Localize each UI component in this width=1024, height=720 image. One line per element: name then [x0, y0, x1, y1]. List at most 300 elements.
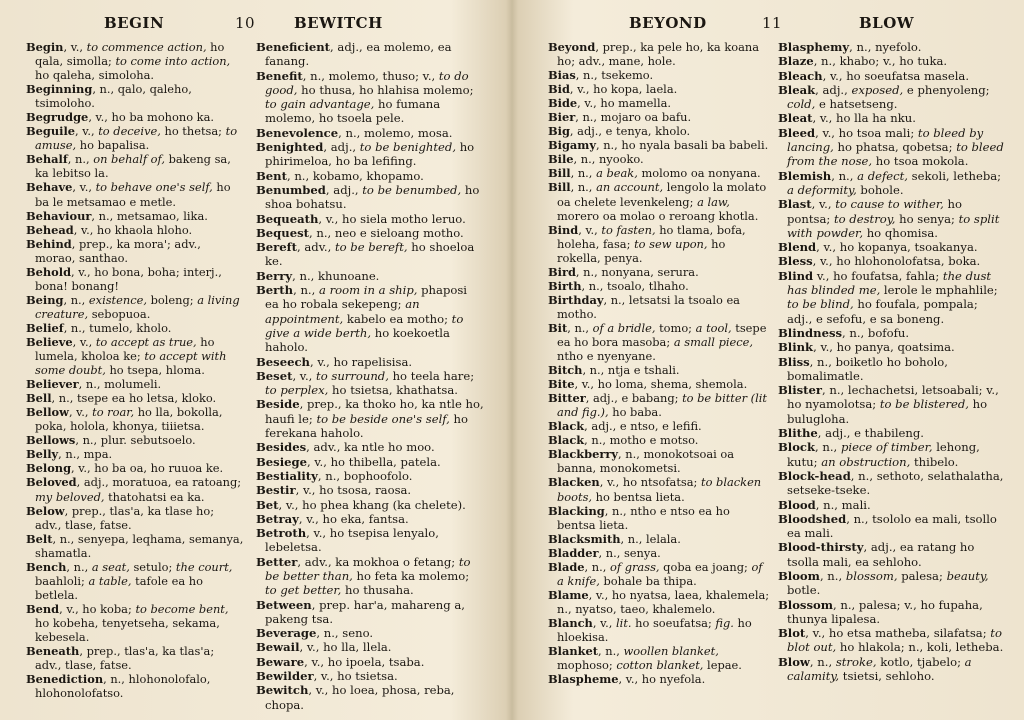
definition-text: sekoli, letheba; — [908, 168, 1002, 183]
definition-text: , v., — [72, 334, 96, 349]
definition-text: , n., plur. sebutsoelo. — [75, 433, 196, 448]
dictionary-entry — [548, 447, 770, 475]
dictionary-entry — [26, 124, 244, 152]
definition-text: bakeng sa, ka lebitso la. — [35, 152, 231, 181]
definition-text: , adv., ka ntle ho moo. — [306, 440, 435, 455]
dictionary-entry — [26, 532, 244, 560]
gloss-italic: the dust has blinded me, — [787, 268, 992, 298]
definition-text: , n., khabo; v., ho tuka. — [813, 54, 948, 69]
gloss-italic: to perplex, — [265, 383, 329, 398]
dictionary-entry — [26, 265, 244, 293]
definition-text: , v., ho tsietsa. — [313, 669, 398, 684]
headword: Blow — [778, 654, 810, 669]
page-number: 11 — [762, 14, 783, 32]
definition-text: , n., — [598, 644, 624, 659]
definition-text: ho hlakola; n., koli, letheba. — [836, 640, 1004, 655]
dictionary-entry — [548, 279, 770, 293]
definition-text: , v., ho kopanya, tsoakanya. — [816, 240, 978, 255]
definition-text: ho phirimeloa, ho ba lefifing. — [265, 140, 475, 169]
dictionary-entry — [26, 405, 244, 433]
gloss-italic: to come into action, — [115, 54, 231, 69]
definition-text: , adj., — [323, 140, 360, 155]
headword: Beware — [256, 654, 305, 669]
headword: Beverage — [256, 626, 317, 641]
gloss-italic: existence, — [88, 292, 147, 307]
headword: Bend — [26, 601, 60, 616]
gloss-italic: beauty, — [946, 568, 989, 583]
headword: Block-head — [778, 468, 851, 483]
headword: Blanket — [548, 644, 599, 659]
dictionary-entry — [778, 54, 1004, 68]
dictionary-entry — [256, 126, 484, 140]
gloss-italic: cotton blanket, — [616, 658, 704, 673]
headword: Black — [548, 433, 585, 448]
definition-text: baahloli; — [35, 573, 89, 588]
dictionary-entry — [548, 321, 770, 363]
definition-text: , v., ho soeufatsa masela. — [822, 68, 970, 83]
dictionary-entry — [256, 655, 484, 669]
definition-text: ho foufala, pompala; adj., e sefofu, e sa boneng. — [787, 297, 978, 326]
definition-text: , adj., ea ratang ho tsolla mali, ea sehloho. — [787, 540, 975, 569]
dictionary-entry — [548, 223, 770, 265]
dictionary-entry — [778, 469, 1004, 498]
headword: Blood-thirsty — [778, 540, 864, 555]
dictionary-entry — [256, 283, 484, 354]
definition-text: , v., — [292, 368, 317, 383]
definition-text: , n., lelala. — [620, 531, 681, 546]
dictionary-entry — [778, 512, 1004, 541]
headword: Benefit — [256, 68, 303, 83]
dictionary-entry — [778, 540, 1004, 569]
definition-text: ho baba. — [608, 405, 662, 420]
headword: Bequeath — [256, 211, 319, 226]
gloss-italic: an account, — [596, 180, 664, 195]
definition-text: , n., senyepa, leqhama, semanya, shamatla. — [35, 531, 244, 560]
dictionary-entry — [548, 419, 770, 433]
definition-text: , prep., ka thoko ho, ka ntle ho, haufi le; — [265, 397, 484, 426]
headword: Bliss — [778, 354, 810, 369]
gloss-italic: to give a wide berth, — [265, 311, 464, 340]
headword: Begin — [26, 40, 64, 54]
gloss-italic: to amuse, — [35, 124, 238, 153]
dictionary-entry — [256, 226, 484, 240]
gloss-italic: to become bent, — [135, 601, 229, 616]
definition-text: , v., ho ba mohono ka. — [88, 110, 214, 125]
headword: Blossom — [778, 597, 833, 612]
dictionary-entry — [26, 644, 244, 672]
definition-text: ho feta ka molemo; — [352, 568, 470, 583]
definition-text: , prep. har'a, mahareng a, pakeng tsa. — [265, 597, 465, 626]
definition-text: , n., ntho e ntso ea ho bentsa lieta. — [557, 503, 730, 532]
definition-text: , v., — [68, 405, 93, 420]
gloss-italic: to be benumbed, — [362, 182, 462, 197]
definition-text: , n., motho e motso. — [584, 433, 699, 448]
dictionary-entry — [256, 369, 484, 398]
gloss-italic: on behalf of, — [93, 152, 165, 167]
gloss-italic: an appointment, — [265, 297, 420, 326]
definition-text: , n., boiketlo ho boholo, bomalimatle. — [787, 354, 948, 383]
definition-text: boleng; — [146, 292, 198, 307]
definition-text: , v., ho siela motho leruo. — [318, 211, 466, 226]
headword: Blasphemy — [778, 40, 850, 54]
gloss-italic: a small piece, — [673, 334, 753, 349]
gloss-italic: to accept as true, — [95, 334, 197, 349]
dictionary-entry — [778, 83, 1004, 112]
definition-text: , v., ho rapelisisa. — [309, 354, 413, 369]
definition-text: , v., ho koba; — [59, 601, 136, 616]
headword: Behold — [26, 264, 72, 279]
headword: Block — [778, 440, 816, 455]
headword: Benighted — [256, 140, 324, 155]
dictionary-entry — [778, 383, 1004, 426]
definition-text: , n., — [570, 180, 597, 195]
definition-text: lehong, kutu; — [787, 440, 980, 469]
running-head-left: BEGIN — [104, 14, 165, 32]
definition-text: ho hloekisa. — [557, 615, 752, 644]
headword: Beyond — [548, 40, 596, 54]
dictionary-entry — [548, 166, 770, 180]
dictionary-entry — [256, 169, 484, 183]
headword: Bill — [548, 166, 571, 181]
definition-text: , n., tsekemo. — [575, 68, 654, 83]
definition-text: , v., ho ntsofatsa; — [599, 475, 701, 490]
headword: Benevolence — [256, 125, 339, 140]
definition-text: setulo; — [129, 559, 176, 574]
headword: Besides — [256, 440, 307, 455]
definition-text: ho qaleha, simoloha. — [35, 68, 155, 83]
dictionary-column — [26, 40, 244, 700]
definition-text: ho soeufatsa; — [631, 615, 716, 630]
definition-text: ho ba le metsamao e metle. — [35, 180, 231, 209]
gloss-italic: my beloved, — [35, 489, 105, 504]
gloss-italic: to destroy, — [833, 211, 896, 226]
definition-text: ho bapalisa. — [76, 138, 150, 153]
definition-text: , adj., e tenya, kholo. — [569, 124, 691, 139]
gloss-italic: to roar, — [92, 405, 135, 420]
definition-text: , n., mojaro oa bafu. — [575, 110, 692, 125]
dictionary-entry — [548, 96, 770, 110]
headword: Black — [548, 419, 585, 434]
definition-text: ho bulugloha. — [787, 397, 988, 426]
definition-text: ho tsietsa, khathatsa. — [328, 383, 458, 398]
dictionary-entry — [548, 546, 770, 560]
headword: Behead — [26, 222, 74, 237]
dictionary-entry — [548, 377, 770, 391]
headword: Bier — [548, 110, 576, 125]
headword: Beloved — [26, 475, 77, 490]
definition-text: ho qala, simolla; — [35, 40, 225, 69]
definition-text: tafole ea ho betlela. — [35, 573, 203, 602]
headword: Blot — [778, 626, 806, 641]
definition-text: , n., molemo, thuso; v., — [302, 68, 439, 83]
definition-text: , n., — [831, 168, 858, 183]
definition-text: ho pontsa; — [787, 197, 962, 226]
headword: Benumbed — [256, 182, 326, 197]
definition-text: , adj., moratuoa, ea ratoang; — [76, 475, 242, 490]
definition-text: ho tlama, bofa, holeha, fasa; — [557, 222, 746, 251]
headword: Below — [26, 503, 65, 518]
definition-text: , prep., ka mora'; adv., morao, santhao. — [35, 236, 201, 265]
definition-text: , n., mali. — [815, 497, 871, 512]
dictionary-entry — [256, 240, 484, 269]
definition-text: ho kobeha, tenyetseha, sekama, kebesela. — [35, 615, 220, 644]
dictionary-entry — [778, 626, 1004, 655]
headword: Bleat — [778, 111, 813, 126]
dictionary-entry — [548, 265, 770, 279]
headword: Bewail — [256, 640, 300, 655]
definition-text: , v., ho eka, fantsa. — [298, 511, 409, 526]
headword: Bide — [548, 96, 578, 111]
dictionary-entry — [256, 640, 484, 654]
definition-text: ho ferekana haholo. — [265, 411, 468, 441]
definition-text: ho senya; — [895, 211, 959, 226]
definition-text: , v., — [811, 197, 836, 212]
headword: Bind — [548, 222, 579, 237]
dictionary-entry — [256, 212, 484, 226]
dictionary-entry — [26, 293, 244, 321]
dictionary-entry — [26, 40, 244, 82]
definition-text: tomo; — [655, 320, 696, 335]
dictionary-entry — [26, 602, 244, 644]
definition-text: , n., monokotsoai oa banna, monokometsi. — [557, 447, 735, 476]
dictionary-entry — [26, 82, 244, 110]
headword: Blacking — [548, 503, 605, 518]
headword: Bias — [548, 68, 576, 83]
gloss-italic: a law, — [697, 194, 730, 209]
definition-text: lerole le mphahlile; — [880, 283, 998, 298]
definition-text: , prep., tlas'a, ka tlase ho; adv., tlase, fatse. — [35, 503, 215, 532]
dictionary-entry — [256, 355, 484, 369]
definition-text: kabelo ea motho; — [343, 311, 452, 326]
definition-text: , v., — [592, 615, 617, 630]
gloss-italic: an obstruction, — [821, 454, 911, 469]
definition-text: , n., nyooko. — [573, 152, 644, 167]
definition-text: palesa; — [897, 568, 947, 583]
definition-text: ho qhomisa. — [863, 225, 938, 240]
definition-text: ho tsoa mokola. — [872, 154, 969, 169]
gloss-italic: of a bridle, — [592, 320, 656, 335]
definition-text: ho shoa bohatsu. — [265, 182, 480, 212]
gloss-italic: to gain advantage, — [265, 97, 375, 112]
definition-text: botle. — [787, 583, 821, 598]
gloss-italic: to bleed by lancing, — [787, 125, 984, 155]
gloss-italic: to sew upon, — [634, 236, 708, 251]
gloss-italic: a living creature, — [35, 292, 240, 321]
headword: Beginning — [26, 82, 93, 97]
gloss-italic: a table, — [88, 573, 132, 588]
definition-text: thibelo. — [910, 454, 959, 469]
headword: Beset — [256, 368, 293, 383]
gloss-italic: to be bereft, — [334, 240, 408, 255]
definition-text: , n., — [63, 292, 89, 307]
gloss-italic: blossom, — [845, 568, 898, 583]
headword: Beseech — [256, 354, 310, 369]
definition-text: ho phatsa, qobetsa; — [833, 140, 957, 155]
definition-text: ho lla, bokolla, poka, holola, khonya, tiiietsa. — [35, 405, 223, 434]
gloss-italic: woollen blanket, — [623, 644, 719, 659]
definition-text: , n., neo e sieloang motho. — [308, 225, 464, 240]
headword: Bleach — [778, 68, 823, 83]
definition-text: , v., ho hlohonolofatsa, boka. — [812, 254, 981, 269]
gloss-italic: to blacken boots, — [557, 475, 762, 504]
headword: Bestir — [256, 483, 296, 498]
definition-text: , v., ho kopa, laela. — [569, 82, 678, 97]
gloss-italic: of a knife, — [557, 559, 763, 588]
dictionary-entry — [256, 397, 484, 440]
definition-text: ho thetsa; — [160, 124, 226, 139]
definition-text: , n., nonyana, serura. — [575, 264, 699, 279]
headword: Belief — [26, 320, 64, 335]
definition-text: ho tsepa, hloma. — [105, 363, 205, 378]
dictionary-entry — [26, 447, 244, 461]
definition-text: , n., metsamao, lika. — [91, 208, 208, 223]
dictionary-entry — [256, 140, 484, 169]
dictionary-entry — [548, 672, 770, 686]
gloss-italic: to be beside one's self, — [316, 411, 450, 426]
definition-text: , v., ho phea khang (ka chelete). — [278, 497, 466, 512]
definition-text: , n., hlohonolofalo, hlohonolofatso. — [35, 672, 211, 701]
headword: Blemish — [778, 168, 832, 183]
dictionary-entry — [26, 391, 244, 405]
gloss-italic: cold, — [787, 97, 816, 112]
definition-text: , n., lechachetsi, letsoabali; v., ho nyamolotsa; — [787, 383, 999, 412]
definition-text: , v., ho etsa matheba, silafatsa; — [805, 626, 991, 641]
gloss-italic: a beak, — [596, 166, 638, 181]
definition-text: , n., sethoto, selathalatha, setseke-tseke. — [787, 468, 1004, 498]
definition-text: , n., — [570, 166, 597, 181]
definition-text: ho thusa, ho hlahisa molemo; — [297, 82, 474, 97]
definition-text: sebopuoa. — [88, 306, 151, 321]
definition-text: ho rokella, penya. — [557, 236, 726, 265]
definition-text: ho lumela, kholoa ke; — [35, 334, 215, 364]
gloss-italic: to blot out, — [787, 626, 1002, 655]
headword: Bite — [548, 377, 575, 392]
definition-text: ho bentsa lieta. — [592, 489, 685, 504]
dictionary-entry — [26, 237, 244, 265]
definition-text: ho teela hare; — [388, 368, 475, 383]
definition-text: , v., ho lla, llela. — [299, 640, 392, 655]
gloss-italic: fig. — [715, 615, 734, 630]
dictionary-entry — [548, 532, 770, 546]
definition-text: , n., — [809, 654, 836, 669]
dictionary-entry — [26, 110, 244, 124]
headword: Blacken — [548, 475, 600, 490]
definition-text: ho koekoetla haholo. — [265, 325, 450, 355]
definition-text: , v., ho khaola hloho. — [73, 222, 193, 237]
dictionary-entry — [778, 169, 1004, 198]
gloss-italic: to cause to wither, — [835, 197, 944, 212]
definition-text: , v., — [75, 124, 99, 139]
gloss-italic: to bleed from the nose, — [787, 140, 1004, 169]
definition-text: , prep., tlas'a, ka tlas'a; adv., tlase, fatse. — [35, 644, 215, 673]
definition-text: , n., — [67, 152, 94, 167]
headword: Blind — [778, 268, 814, 283]
definition-text: molomo oa nonyana. — [637, 166, 761, 181]
definition-text: , v., ho ba oa, ho ruuoa ke. — [71, 461, 224, 476]
headword: Berry — [256, 268, 293, 283]
gloss-italic: of grass, — [610, 559, 660, 574]
gloss-italic: to be better than, — [265, 554, 471, 583]
dictionary-entry — [26, 475, 244, 503]
dictionary-entry — [26, 209, 244, 223]
headword: Blood — [778, 497, 816, 512]
definition-text: tsepe ea ho bora masoba; — [557, 320, 767, 349]
dictionary-entry — [256, 683, 484, 712]
definition-text: , v., ho tsoa mali; — [815, 125, 918, 140]
headword: Bladder — [548, 545, 599, 560]
dictionary-entry — [256, 69, 484, 126]
headword: Blade — [548, 559, 585, 574]
definition-text: , v., ho thibella, patela. — [306, 454, 441, 469]
definition-text: , v., ho nyatsa, laea, khalemela; n., nyatso, taeo, khalemelo. — [557, 587, 770, 616]
gloss-italic: to behave one's self, — [95, 180, 213, 195]
headword: Bellow — [26, 405, 69, 420]
gloss-italic: to be blistered, — [879, 397, 969, 412]
gloss-italic: to be bitter (lit and fig.), — [557, 391, 767, 420]
definition-text: , n., palesa; v., ho fupaha, thunya lipalesa. — [787, 597, 983, 626]
definition-text: , n., tsoalo, tlhaho. — [581, 278, 689, 293]
headword: Blame — [548, 587, 589, 602]
definition-text: , adj., e ntso, e lefifi. — [584, 419, 702, 434]
dictionary-entry — [256, 483, 484, 497]
gloss-italic: a calamity, — [787, 654, 972, 684]
headword: Bellows — [26, 433, 76, 448]
dictionary-entry — [778, 126, 1004, 169]
dictionary-entry — [778, 254, 1004, 268]
dictionary-entry — [256, 269, 484, 283]
dictionary-entry — [778, 69, 1004, 83]
headword: Bewilder — [256, 669, 314, 684]
gloss-italic: a seat, — [91, 559, 130, 574]
gloss-italic: to fasten, — [601, 222, 656, 237]
headword: Better — [256, 554, 298, 569]
headword: Between — [256, 597, 312, 612]
dictionary-entry — [548, 363, 770, 377]
gloss-italic: a defect, — [857, 168, 908, 183]
definition-text: , n., qalo, qaleho, tsimoloho. — [35, 82, 192, 111]
headword: Bill — [548, 180, 571, 195]
definition-text: thatohatsi ea ka. — [104, 489, 205, 504]
dictionary-entry — [256, 469, 484, 483]
headword: Blaspheme — [548, 672, 619, 687]
definition-text: lengolo la molato oa chelete levenkeleng; — [557, 180, 767, 209]
definition-text: , adj., e thabileng. — [817, 426, 924, 441]
definition-text: ho shoeloa ke. — [265, 240, 475, 269]
headword: Bent — [256, 168, 287, 183]
definition-text: , v., ho loea, phosa, reba, chopa. — [265, 683, 455, 712]
dictionary-entry — [256, 440, 484, 454]
definition-text: , v., — [578, 222, 602, 237]
definition-text: phaposi ea ho robala sekepeng; — [265, 283, 467, 312]
definition-text: , n., kobamo, khopamo. — [286, 168, 424, 183]
dictionary-entry — [778, 240, 1004, 254]
definition-text: , n., tsololo ea mali, tsollo ea mali. — [787, 511, 997, 541]
dictionary-entry — [778, 326, 1004, 340]
definition-text: ho fumana molemo, ho tsoela pele. — [265, 97, 441, 126]
gloss-italic: to accept with some doubt, — [35, 349, 227, 378]
right-page — [514, 0, 1024, 720]
dictionary-entry — [26, 152, 244, 180]
headword: Bile — [548, 152, 574, 167]
definition-text: , v., ho panya, qoatsima. — [813, 340, 955, 355]
dictionary-entry — [548, 40, 770, 68]
definition-text: , n., bofofu. — [842, 325, 910, 340]
gloss-italic: stroke, — [835, 654, 877, 669]
dictionary-entry — [778, 111, 1004, 125]
headword: Berth — [256, 283, 294, 298]
definition-text: , adj., — [325, 182, 363, 197]
dictionary-entry — [26, 223, 244, 237]
